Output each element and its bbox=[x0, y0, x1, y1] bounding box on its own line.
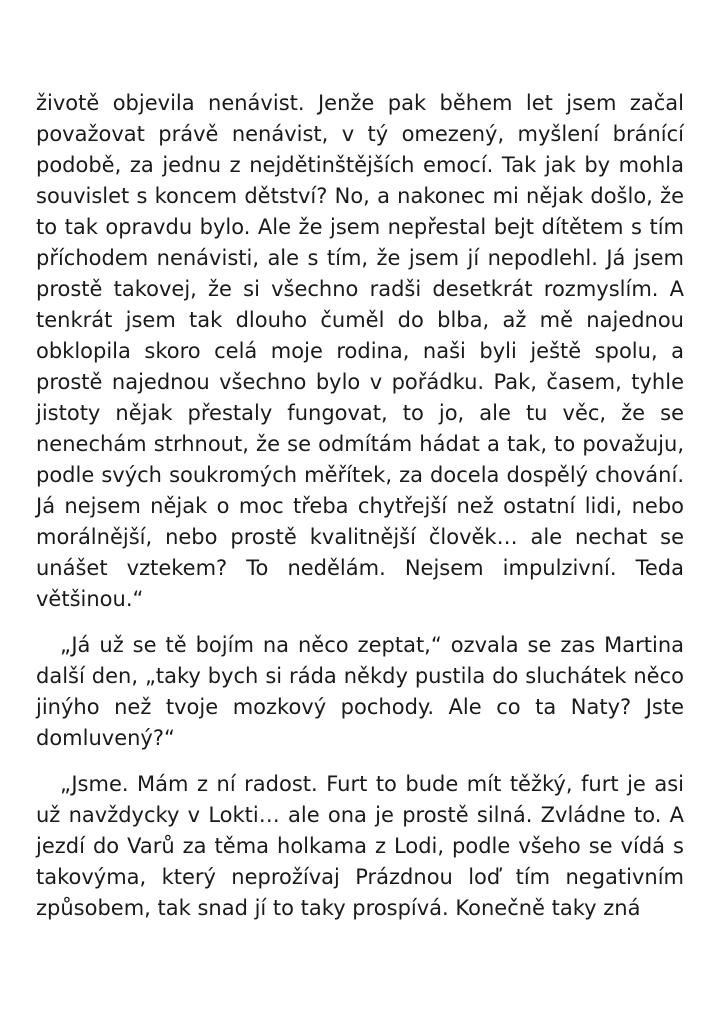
paragraph-1: životě objevila nenávist. Jenže pak během let jsem začal považovat právě nenávist, v tý omezený, myšlení bránící podobě, za jednu z nejdětinštějších emocí. Tak jak by mohla souvislet s koncem dětství? No, a nakonec mi nějak došlo, že to tak opravdu bylo. Ale že jsem nepřestal bejt dítětem s tím příchodem nenávisti, ale s tím, že jsem jí nepodlehl. Já jsem prostě takovej, že si všechno radši desetkrát rozmyslím. A tenkrát jsem tak dlouho čuměl do blba, až mě najednou obklopila skoro celá moje rodina, naši byli ještě spolu, a prostě najednou všechno bylo v pořádku. Pak, časem, tyhle jistoty nějak přestaly fungovat, to jo, ale tu věc, že se nenechám strhnout, že se odmítám hádat a tak, to považuju, podle svých soukromých měřítek, za docela dospělý chování. Já nejsem nějak o moc třeba chytřejší než ostatní lidi, nebo morálnější, nebo prostě kvalitnější člověk… ale nechat se unášet vztekem? To nedělám. Nejsem impulzivní. Teda většinou.“ bbox=[36, 91, 684, 611]
paragraph-2: „Já už se tě bojím na něco zeptat,“ ozvala se zas Martina další den, „taky bych si ráda někdy pustila do sluchátek něco jinýho než tvoje mozkový pochody. Ale co ta Naty? Jste domluvený?“ bbox=[36, 633, 684, 750]
document-page bbox=[36, 88, 684, 924]
paragraph-3: „Jsme. Mám z ní radost. Furt to bude mít těžký, furt je asi už navždycky v Lokti… ale ona je prostě silná. Zvládne to. A jezdí do Varů za těma holkama z Lodi, podle všeho se vídá s takovýma, který neprožívaj Prázdnou loď tím negativním způsobem, tak snad jí to taky prospívá. Konečně taky zná bbox=[36, 772, 684, 920]
